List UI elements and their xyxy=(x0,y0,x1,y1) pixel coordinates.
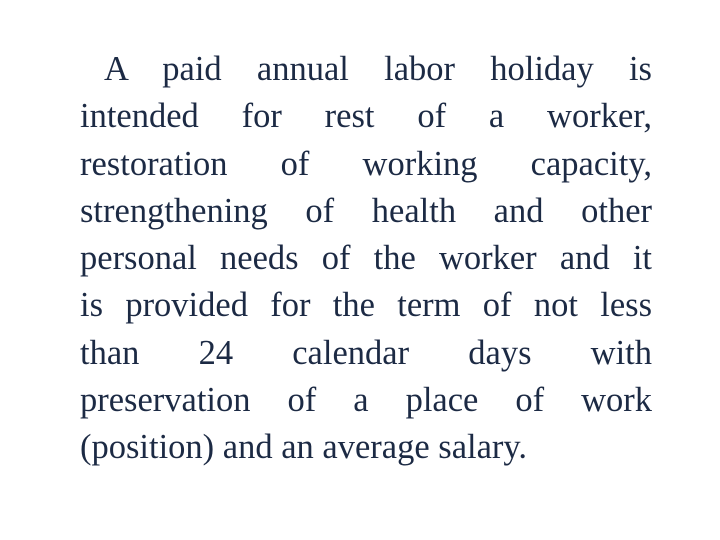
paragraph-line-6: is provided for the term of not less xyxy=(80,286,652,325)
paragraph-line-3: restoration of working capacity, xyxy=(80,144,652,183)
paragraph-line-4: strengthening of health and other xyxy=(80,191,652,230)
paragraph-line-8: preservation of a place of work xyxy=(80,381,652,420)
paragraph-line-9: (position) and an average salary. xyxy=(80,428,528,467)
paragraph-line-5: personal needs of the worker and it xyxy=(80,239,652,278)
paragraph-line-1: A paid annual labor holiday is xyxy=(104,50,652,88)
body-paragraph xyxy=(80,46,652,472)
paragraph-line-7: than 24 calendar days with xyxy=(80,333,652,372)
paragraph-line-2: intended for rest of a worker, xyxy=(80,97,652,136)
